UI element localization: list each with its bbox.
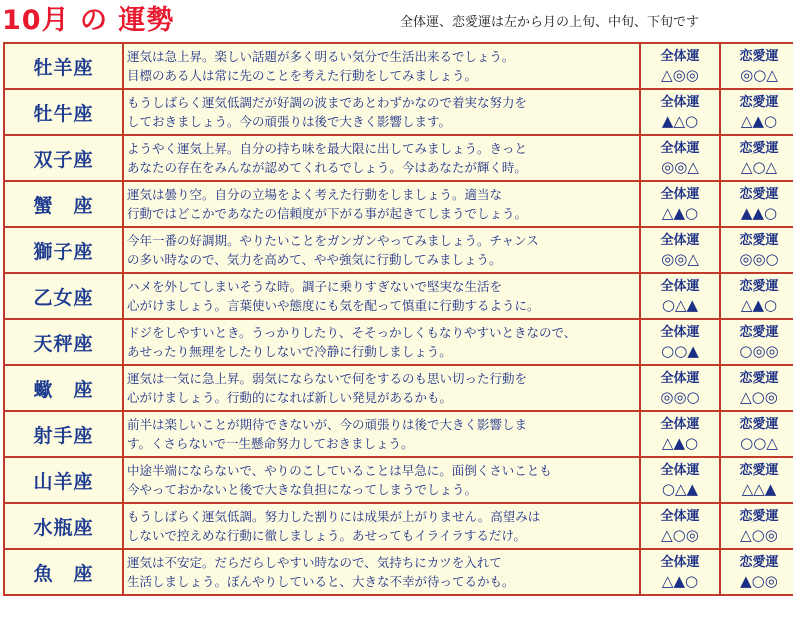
- overall-luck-label: 全体運: [660, 509, 700, 524]
- column-note: 全体運、恋愛運は左から月の上旬、中旬、下旬です: [400, 15, 700, 30]
- fortune-line: 今やっておかないと後で大きな負担になってしまうでしょう。: [127, 482, 478, 497]
- love-luck-label: 恋愛運: [739, 187, 779, 202]
- sign-name: 水瓶座: [4, 503, 123, 549]
- overall-luck-label: 全体運: [660, 49, 700, 64]
- fortune-line: あせったり無理をしたりしないで冷静に行動しましょう。: [127, 344, 452, 359]
- love-luck-cell: [720, 135, 793, 181]
- fortune-text: [123, 181, 640, 227]
- sign-name: 魚 座: [4, 549, 123, 595]
- overall-luck-cell: [640, 135, 720, 181]
- fortune-line: ようやく運気上昇。自分の持ち味を最大限に出してみましょう。きっと: [127, 141, 528, 156]
- overall-luck-label: 全体運: [660, 371, 700, 386]
- fortune-line: しておきましょう。今の頑張りは後で大きく影響します。: [127, 114, 452, 129]
- love-luck-label: 恋愛運: [739, 555, 779, 570]
- overall-luck-cell: [640, 411, 720, 457]
- fortune-text: [123, 503, 640, 549]
- fortune-line: 目標のある人は常に先のことを考えた行動をしてみましょう。: [127, 68, 478, 83]
- overall-luck-label: 全体運: [660, 233, 700, 248]
- love-luck-label: 恋愛運: [739, 463, 779, 478]
- overall-luck-label: 全体運: [660, 463, 700, 478]
- love-luck-ratings: △○△: [740, 158, 778, 176]
- fortune-line: 中途半端にならないで、やりのこしていることは早急に。面倒くさいことも: [127, 463, 552, 478]
- overall-luck-label: 全体運: [660, 279, 700, 294]
- fortune-line: 運気は不安定。だらだらしやすい時なので、気持ちにカツを入れて: [127, 555, 502, 570]
- love-luck-label: 恋愛運: [739, 417, 779, 432]
- love-luck-label: 恋愛運: [739, 95, 779, 110]
- sign-row: [4, 43, 793, 89]
- sign-row: [4, 181, 793, 227]
- overall-luck-cell: [640, 227, 720, 273]
- overall-luck-cell: [640, 43, 720, 89]
- sign-row: [4, 89, 793, 135]
- overall-luck-cell: [640, 181, 720, 227]
- fortune-line: の多い時なので、気力を高めて、やや強気に行動してみましょう。: [127, 252, 502, 267]
- fortune-text: [123, 411, 640, 457]
- fortune-line: あなたの存在をみんなが認めてくれるでしょう。今はあなたが輝く時。: [127, 160, 527, 175]
- overall-luck-label: 全体運: [660, 325, 700, 340]
- love-luck-label: 恋愛運: [739, 371, 779, 386]
- overall-luck-cell: [640, 365, 720, 411]
- overall-luck-ratings: △▲○: [661, 572, 699, 590]
- sign-name: 山羊座: [4, 457, 123, 503]
- overall-luck-ratings: ◎◎△: [661, 250, 699, 268]
- fortune-text: [123, 227, 640, 273]
- love-luck-cell: [720, 411, 793, 457]
- sign-name: 牡羊座: [4, 43, 123, 89]
- overall-luck-ratings: ○△▲: [661, 296, 699, 314]
- horoscope-table: [3, 42, 793, 596]
- overall-luck-ratings: △◎◎: [661, 66, 699, 84]
- love-luck-cell: [720, 365, 793, 411]
- love-luck-cell: [720, 43, 793, 89]
- fortune-text: [123, 457, 640, 503]
- fortune-line: もうしばらく運気低調。努力した割りには成果が上がりません。高望みは: [127, 509, 541, 524]
- overall-luck-cell: [640, 273, 720, 319]
- overall-luck-ratings: ◎◎△: [661, 158, 699, 176]
- love-luck-ratings: △△▲: [741, 480, 777, 498]
- love-luck-ratings: ▲○◎: [740, 572, 778, 590]
- overall-luck-ratings: ◎◎○: [660, 388, 700, 406]
- sign-name: 蟹 座: [4, 181, 123, 227]
- sign-row: [4, 319, 793, 365]
- fortune-text: [123, 365, 640, 411]
- fortune-line: す。くさらないで一生懸命努力しておきましょう。: [127, 436, 414, 451]
- love-luck-ratings: △▲○: [740, 296, 778, 314]
- fortune-text: [123, 273, 640, 319]
- overall-luck-ratings: △▲○: [661, 204, 699, 222]
- love-luck-ratings: ○○△: [740, 434, 778, 452]
- sign-row: [4, 411, 793, 457]
- fortune-line: ハメを外してしまいそうな時。調子に乗りすぎないで堅実な生活を: [127, 279, 503, 294]
- fortune-line: 今年一番の好調期。やりたいことをガンガンやってみましょう。チャンス: [127, 233, 539, 248]
- love-luck-label: 恋愛運: [739, 233, 779, 248]
- fortune-text: [123, 135, 640, 181]
- love-luck-cell: [720, 549, 793, 595]
- overall-luck-label: 全体運: [660, 555, 700, 570]
- love-luck-label: 恋愛運: [739, 279, 779, 294]
- love-luck-cell: [720, 89, 793, 135]
- page-header: [0, 0, 793, 42]
- fortune-text: [123, 549, 640, 595]
- love-luck-cell: [720, 273, 793, 319]
- overall-luck-label: 全体運: [660, 417, 700, 432]
- sign-name: 獅子座: [4, 227, 123, 273]
- sign-name: 双子座: [4, 135, 123, 181]
- overall-luck-cell: [640, 319, 720, 365]
- love-luck-cell: [720, 181, 793, 227]
- love-luck-ratings: ◎○△: [740, 66, 778, 84]
- sign-name: 牡牛座: [4, 89, 123, 135]
- love-luck-label: 恋愛運: [739, 509, 779, 524]
- overall-luck-cell: [640, 503, 720, 549]
- overall-luck-cell: [640, 89, 720, 135]
- sign-row: [4, 457, 793, 503]
- fortune-text: [123, 43, 640, 89]
- overall-luck-cell: [640, 549, 720, 595]
- overall-luck-ratings: △▲○: [661, 434, 699, 452]
- love-luck-ratings: △○◎: [740, 526, 778, 544]
- love-luck-label: 恋愛運: [739, 325, 779, 340]
- love-luck-ratings: ○◎◎: [739, 342, 779, 360]
- love-luck-ratings: ◎◎○: [739, 250, 779, 268]
- fortune-text: [123, 319, 640, 365]
- love-luck-cell: [720, 319, 793, 365]
- love-luck-ratings: △○◎: [740, 388, 778, 406]
- love-luck-cell: [720, 227, 793, 273]
- sign-name: 天秤座: [4, 319, 123, 365]
- sign-row: [4, 365, 793, 411]
- love-luck-cell: [720, 457, 793, 503]
- overall-luck-ratings: ○△▲: [661, 480, 699, 498]
- fortune-line: しないで控えめな行動に徹しましょう。あせってもイライラするだけ。: [127, 528, 526, 543]
- fortune-line: 行動ではどこかであなたの信頼度が下がる事が起きてしまうでしょう。: [127, 206, 528, 221]
- overall-luck-label: 全体運: [660, 95, 700, 110]
- love-luck-cell: [720, 503, 793, 549]
- fortune-line: 心がけましょう。行動的になれば新しい発見があるかも。: [127, 390, 453, 405]
- sign-row: [4, 227, 793, 273]
- fortune-text: [123, 89, 640, 135]
- fortune-line: 運気は一気に急上昇。弱気にならないで何をするのも思い切った行動を: [127, 371, 528, 386]
- overall-luck-ratings: ▲△○: [661, 112, 699, 130]
- sign-row: [4, 549, 793, 595]
- sign-row: [4, 135, 793, 181]
- love-luck-ratings: ▲▲○: [740, 204, 778, 222]
- overall-luck-label: 全体運: [660, 141, 700, 156]
- fortune-line: もうしばらく運気低調だが好調の波まであとわずかなので着実な努力を: [127, 95, 528, 110]
- fortune-line: 運気は急上昇。楽しい話題が多く明るい気分で生活出来るでしょう。: [127, 49, 515, 64]
- love-luck-label: 恋愛運: [739, 49, 779, 64]
- page-title: 10月 の 運勢: [2, 5, 175, 36]
- overall-luck-cell: [640, 457, 720, 503]
- sign-row: [4, 503, 793, 549]
- horoscope-rows: [4, 43, 793, 595]
- love-luck-ratings: △▲○: [740, 112, 778, 130]
- sign-name: 射手座: [4, 411, 123, 457]
- sign-name: 蠍 座: [4, 365, 123, 411]
- fortune-line: 心がけましょう。言葉使いや態度にも気を配って慎重に行動するように。: [127, 298, 540, 313]
- overall-luck-ratings: △○◎: [661, 526, 699, 544]
- fortune-line: 生活しましょう。ぼんやりしていると、大きな不幸が待ってるかも。: [127, 574, 515, 589]
- sign-name: 乙女座: [4, 273, 123, 319]
- love-luck-label: 恋愛運: [739, 141, 779, 156]
- overall-luck-ratings: ○○▲: [661, 342, 699, 360]
- overall-luck-label: 全体運: [660, 187, 700, 202]
- fortune-line: ドジをしやすいとき。うっかりしたり、そそっかしくもなりやすいときなので、: [127, 325, 577, 340]
- sign-row: [4, 273, 793, 319]
- fortune-line: 前半は楽しいことが期待できないが、今の頑張りは後で大きく影響しま: [127, 417, 528, 432]
- fortune-line: 運気は曇り空。自分の立場をよく考えた行動をしましょう。適当な: [127, 187, 503, 202]
